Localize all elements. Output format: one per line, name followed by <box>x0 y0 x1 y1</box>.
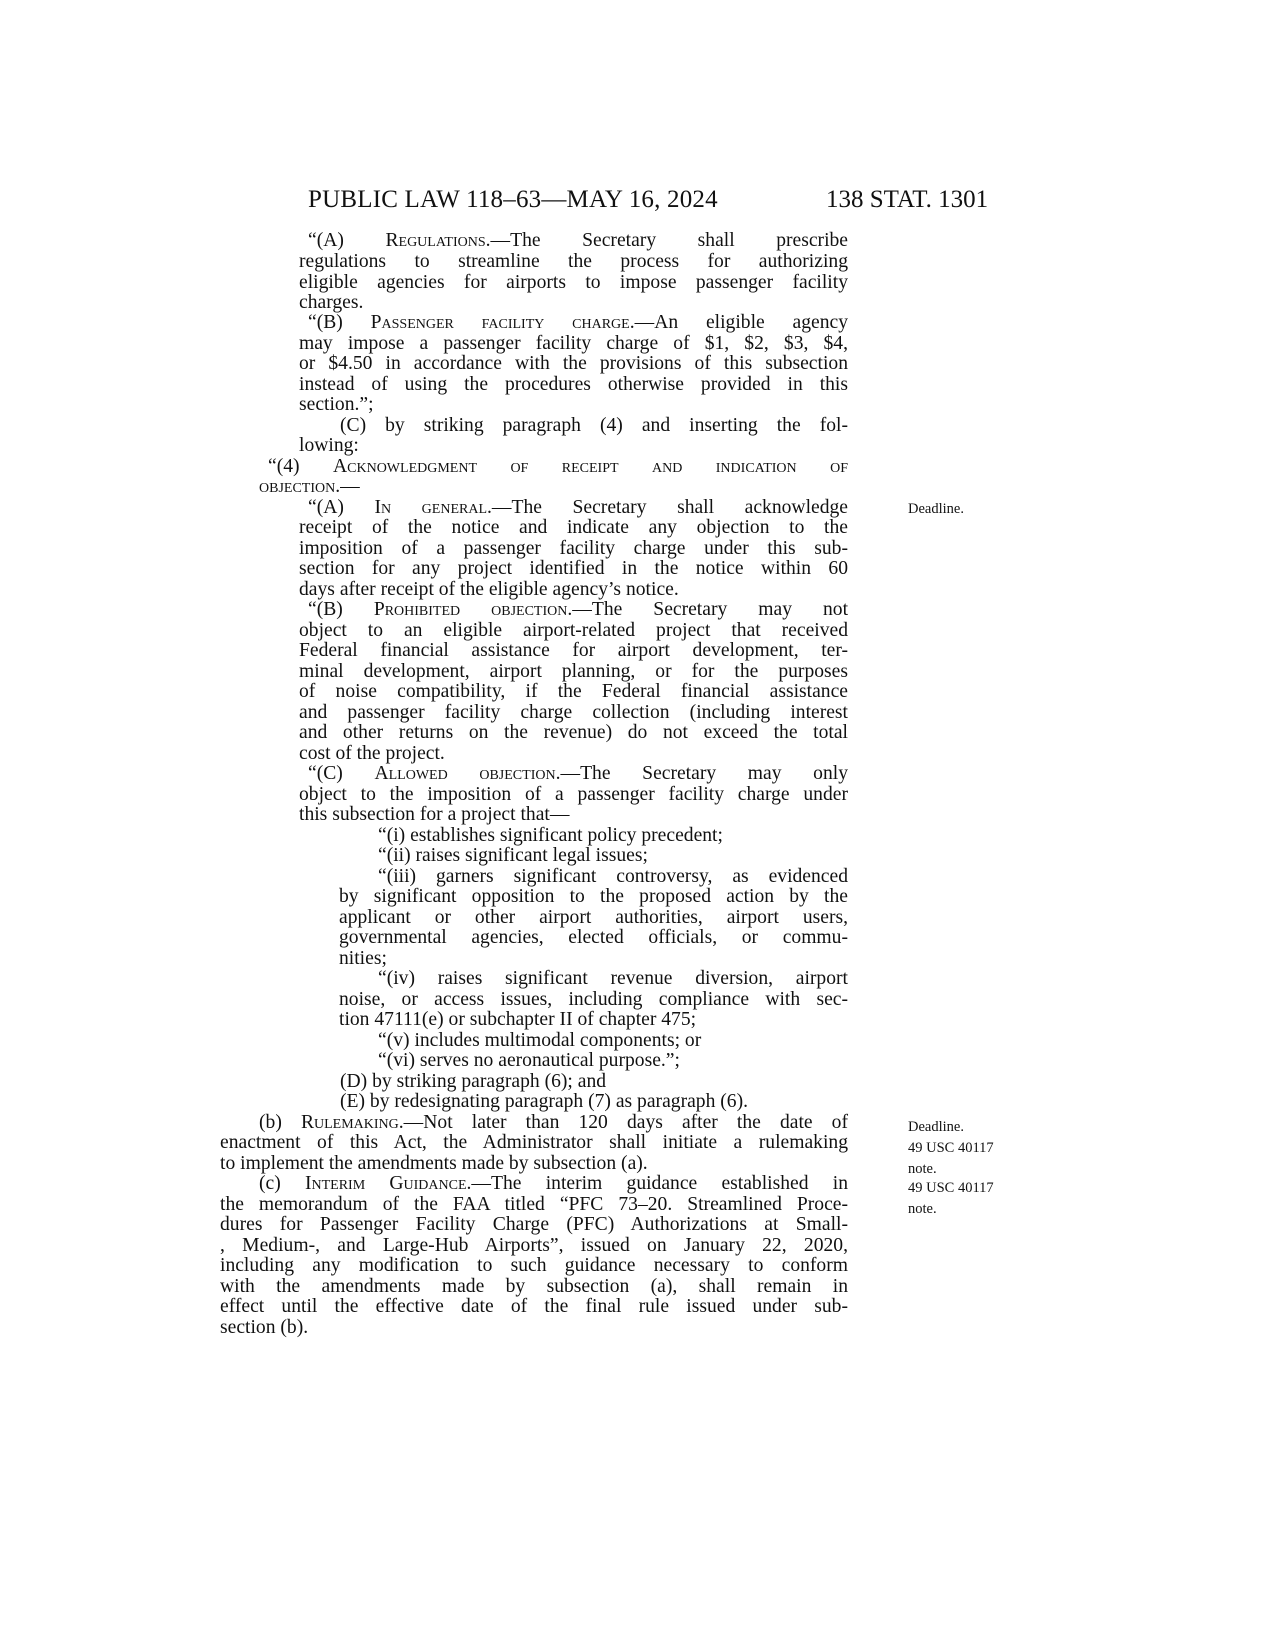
page-header-right: 138 STAT. 1301 <box>826 186 989 213</box>
text-line: “(i) establishes significant policy precedent; <box>378 825 723 846</box>
text-line: (E) by redesignating paragraph (7) as paragraph (6). <box>340 1091 749 1112</box>
text-line: and passenger facility charge collection (including interest <box>299 702 848 723</box>
text-line: “(C) Allowed objection.—The Secretary may only <box>308 763 849 784</box>
text-line: the memorandum of the FAA titled “PFC 73–20. Streamlined Proce- <box>220 1194 848 1215</box>
margin-note-deadline-usc: Deadline. 49 USC 40117 note. <box>908 1119 994 1177</box>
text-line: (c) Interim Guidance.—The interim guidance established in <box>259 1173 848 1194</box>
page-header-left: PUBLIC LAW 118–63—MAY 16, 2024 <box>308 186 718 213</box>
text-line: (b) Rulemaking.—Not later than 120 days after the date of <box>259 1112 848 1133</box>
text-line: imposition of a passenger facility charge under this sub- <box>299 538 848 559</box>
text-line: object to the imposition of a passenger facility charge under <box>299 784 848 805</box>
text-line: cost of the project. <box>299 743 445 764</box>
text-line: “(vi) serves no aeronautical purpose.”; <box>378 1050 680 1071</box>
text-line: “(B) Prohibited objection.—The Secretary may not <box>308 599 849 620</box>
margin-note-usc: 49 USC 40117 note. <box>908 1180 994 1217</box>
text-line: section (b). <box>220 1317 309 1338</box>
text-line: “(A) Regulations.—The Secretary shall prescribe <box>308 230 849 251</box>
text-line: charges. <box>299 292 364 313</box>
text-line: regulations to streamline the process for authorizing <box>299 251 848 272</box>
text-line: section.”; <box>299 394 374 415</box>
text-line: objection.— <box>259 476 360 497</box>
text-line: or $4.50 in accordance with the provisions of this subsection <box>299 353 848 374</box>
text-line: days after receipt of the eligible agency’s notice. <box>299 579 679 600</box>
text-line: and other returns on the revenue) do not exceed the total <box>299 722 848 743</box>
text-line: nities; <box>339 948 387 969</box>
text-line: dures for Passenger Facility Charge (PFC) Authorizations at Small- <box>220 1214 848 1235</box>
text-line: Federal financial assistance for airport development, ter- <box>299 640 848 661</box>
text-line: by significant opposition to the proposed action by the <box>339 886 848 907</box>
text-line: “(B) Passenger facility charge.—An eligible agency <box>308 312 848 333</box>
text-line: receipt of the notice and indicate any objection to the <box>299 517 848 538</box>
text-line: “(iv) raises significant revenue diversion, airport <box>378 968 848 989</box>
text-line: eligible agencies for airports to impose passenger facility <box>299 272 848 293</box>
text-line: with the amendments made by subsection (a), shall remain in <box>220 1276 848 1297</box>
text-line: (C) by striking paragraph (4) and inserting the fol- <box>340 415 848 436</box>
text-line: effect until the effective date of the final rule issued under sub- <box>220 1296 848 1317</box>
text-line: tion 47111(e) or subchapter II of chapter 475; <box>339 1009 697 1030</box>
margin-note-deadline: Deadline. <box>908 501 964 517</box>
text-line: lowing: <box>299 435 359 456</box>
text-line: may impose a passenger facility charge of $1, $2, $3, $4, <box>299 333 848 354</box>
text-line: (D) by striking paragraph (6); and <box>340 1071 607 1092</box>
text-line: “(4) Acknowledgment of receipt and indication of <box>268 456 848 477</box>
text-line: enactment of this Act, the Administrator shall initiate a rulemaking <box>220 1132 848 1153</box>
text-line: object to an eligible airport-related project that received <box>299 620 848 641</box>
text-line: this subsection for a project that— <box>299 804 570 825</box>
text-line: “(A) In general.—The Secretary shall acknowledge <box>308 497 849 518</box>
text-line: applicant or other airport authorities, airport users, <box>339 907 848 928</box>
text-line: to implement the amendments made by subsection (a). <box>220 1153 648 1174</box>
text-line: “(ii) raises significant legal issues; <box>378 845 648 866</box>
text-line: “(v) includes multimodal components; or <box>378 1030 702 1051</box>
text-line: , Medium-, and Large-Hub Airports”, issued on January 22, 2020, <box>220 1235 848 1256</box>
text-line: noise, or access issues, including compliance with sec- <box>339 989 848 1010</box>
text-line: section for any project identified in the notice within 60 <box>299 558 848 579</box>
text-line: “(iii) garners significant controversy, as evidenced <box>378 866 848 887</box>
text-line: minal development, airport planning, or for the purposes <box>299 661 848 682</box>
text-line: governmental agencies, elected officials, or commu- <box>339 927 848 948</box>
text-line: including any modification to such guidance necessary to conform <box>220 1255 848 1276</box>
text-line: of noise compatibility, if the Federal financial assistance <box>299 681 848 702</box>
text-line: instead of using the procedures otherwise provided in this <box>299 374 848 395</box>
